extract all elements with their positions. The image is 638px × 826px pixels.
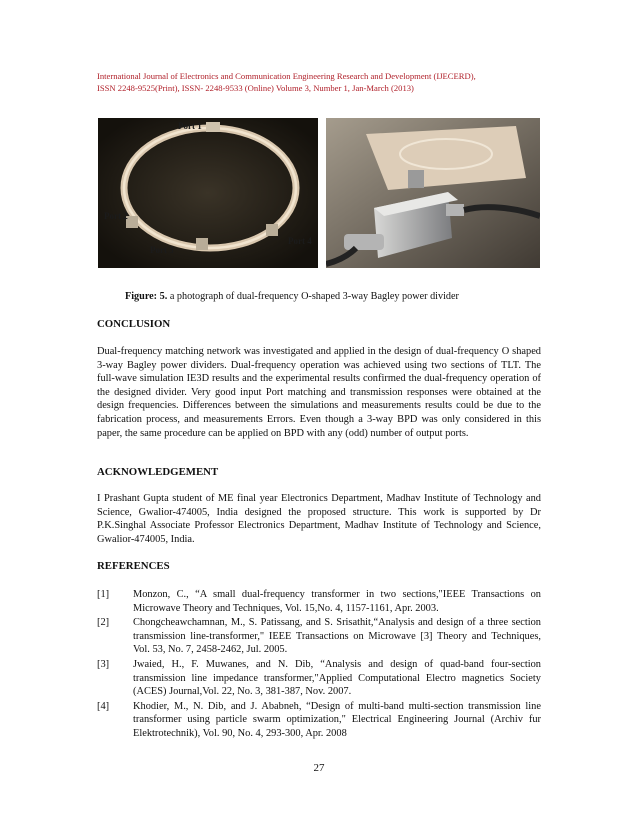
- figure-caption-label: Figure: 5.: [125, 291, 168, 302]
- journal-header-line-2: ISSN 2248-9525(Print), ISSN- 2248-9533 (Online) Volume 3, Number 1, Jan-March (2013): [97, 83, 414, 93]
- acknowledgement-heading: ACKNOWLEDGEMENT: [97, 466, 219, 478]
- conclusion-heading: CONCLUSION: [97, 318, 171, 330]
- reference-number: [1]: [97, 589, 110, 600]
- journal-header-line-1: International Journal of Electronics and Communication Engineering Research and Development (IJECERD),: [97, 71, 476, 81]
- reference-item: [97, 588, 541, 615]
- divider-measurement-photo: [326, 118, 540, 268]
- reference-number: [3]: [97, 658, 110, 670]
- reference-text: Jwaied, H., F. Muwanes, and N. Dib, “Analysis and design of quad-band four-section transmission line impedance transformer,"Applied Computational Electro magnetics Society (ACES) Journal,Vol. 22, No. 3, 381-387, Nov. 2007.: [133, 658, 541, 698]
- o-shaped-divider-photo: [98, 118, 318, 268]
- reference-item: [97, 658, 541, 699]
- figure-caption-text: a photograph of dual-frequency O-shaped 3-way Bagley power divider: [167, 291, 459, 302]
- reference-text: Chongcheawchamnan, M., S. Patissang, and S. Srisathit,“Analysis and design of a three section transmission line-transformer," IEEE Transactions on Microwave [3] Theory and Techniques, Vol. 53, No. 7, 2458-2462, Jul. 2005.: [133, 617, 541, 656]
- port-3-label: Port 3: [150, 245, 174, 255]
- page-number: 27: [313, 762, 325, 774]
- acknowledgement-paragraph: I Prashant Gupta student of ME final year Electronics Department, Madhav Institute of Technology and Science, Gwalior-474005, India designed the proposed structure. This work is supported by Dr P.K.Singhal Associate Professor Electronics Department, Madhav Institute of Technology and Science, Gwalior-474005, India.: [97, 493, 541, 545]
- reference-item: [97, 616, 541, 657]
- conclusion-paragraph: Dual-frequency matching network was investigated and applied in the design of dual-frequency O shaped 3-way Bagley power dividers. Dual-frequency operation was achieved using two sections of TLT. The full-wave simulation IE3D results and the experimental results confirmed the dual-frequency operation of the designed divider. Very good input Port matching and transmission responses were obtained at the design frequencies. Differences between the simulations and measurements results could be due to the fabrication process, and measurements Errors. Even though a 3-way BPD was only considered in this paper, the same procedure can be applied on BPD with any (odd) number of output ports.: [97, 346, 541, 439]
- figure-caption: [125, 291, 545, 302]
- journal-header: [97, 70, 557, 94]
- references-list: [97, 588, 541, 742]
- reference-item: [97, 700, 541, 741]
- reference-text: Monzon, C., “A small dual-frequency transformer in two sections,"IEEE Transactions on Microwave Theory and Techniques, Vol. 15,No. 4, 1157-1161, Apr. 2003.: [133, 589, 541, 614]
- reference-text: Khodier, M., N. Dib, and J. Ababneh, “Design of multi-band multi-section transmission line transformer using particle swarm optimization," Electrical Engineering Journal (Archiv fur Elektrotechnik), Vol. 90, No. 4, 293-300, Apr. 2008: [133, 700, 541, 739]
- port-1-label: Port 1: [178, 121, 202, 131]
- port-4-label: Port 4: [288, 236, 312, 246]
- reference-number: [4]: [97, 700, 110, 712]
- references-heading: REFERENCES: [97, 560, 170, 572]
- port-2-label: Port 2: [104, 211, 128, 221]
- reference-number: [2]: [97, 617, 110, 629]
